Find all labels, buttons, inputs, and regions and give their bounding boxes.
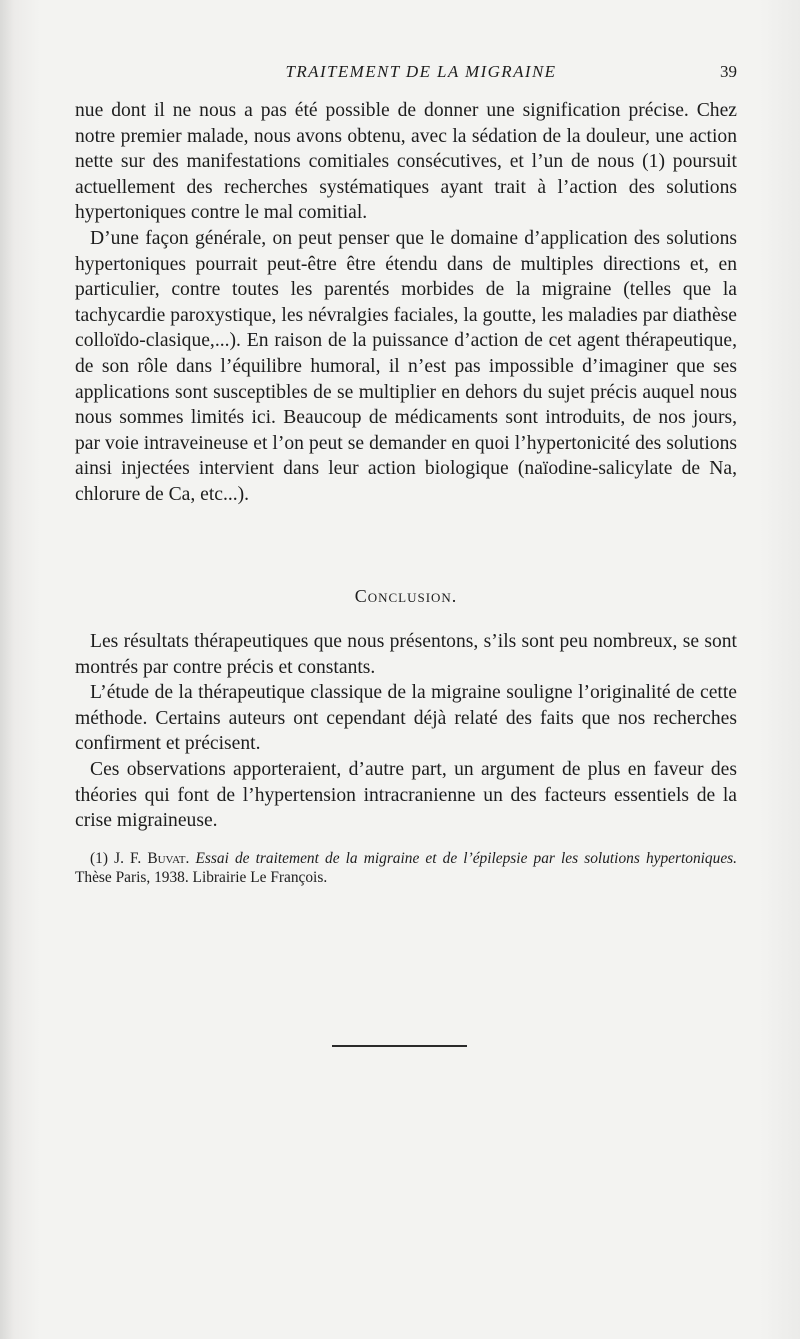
conclusion-text bbox=[75, 629, 737, 834]
footnote-publication: Thèse Paris, 1938. Librairie Le François. bbox=[75, 868, 328, 886]
paragraph-continuation: nue dont il ne nous a pas été possible de donner une signification précise. Chez notre premier malade, nous avons obtenu, avec la sédation de la douleur, une action nette sur des manifestations comitiales consécutives, et l’un de nous (1) poursuit actuellement des recherches systématiques ayant trait à l’action des solutions hypertoniques contre le mal comitial. bbox=[75, 100, 737, 224]
end-rule-divider bbox=[332, 1045, 467, 1047]
footnote-author: Buvat. bbox=[147, 850, 190, 867]
body-text bbox=[75, 98, 737, 508]
footnote-marker: (1) bbox=[90, 850, 108, 867]
footnote bbox=[75, 850, 737, 887]
conclusion-paragraph-observations: Ces observations apporteraient, d’autre part, un argument de plus en faveur des théories qui font de l’hypertension intracranienne un des facteurs essentiels de la crise migraineuse. bbox=[75, 758, 737, 832]
running-title: TRAITEMENT DE LA MIGRAINE bbox=[285, 62, 557, 81]
page-number: 39 bbox=[720, 62, 737, 81]
paragraph-general-application: D’une façon générale, on peut penser que le domaine d’application des solutions hypertoniques pourrait peut-être être étendu dans de multiples directions et, en particulier, contre toutes les parentés morbides de la migraine (telles que la tachycardie paroxystique, les névralgies faciales, la goutte, les maladies par diathèse colloïdo-clasique,...). En raison de la puissance d’action de cet agent thérapeutique, de son rôle dans l’équilibre humoral, il n’est pas impossible d’imaginer que ses applications sont susceptibles de se multiplier en dehors du sujet précis auquel nous nous sommes limités ici. Beaucoup de médicaments sont introduits, de nos jours, par voie intraveineuse et l’on peut se demander en quoi l’hypertonicité des solutions ainsi injectées intervient dans leur action biologique (naïodine-salicylate de Na, chlorure de Ca, etc...). bbox=[75, 227, 737, 505]
section-heading-conclusion: Conclusion. bbox=[354, 586, 458, 606]
footnote-title: Essai de traitement de la migraine et de l’épilepsie par les solutions hypertoniques. bbox=[195, 850, 737, 867]
conclusion-paragraph-method: L’étude de la thérapeutique classique de la migraine souligne l’originalité de cette méthode. Certains auteurs ont cependant déjà relaté des faits que nos recherches confirment et précisent. bbox=[75, 682, 737, 755]
conclusion-paragraph-results: Les résultats thérapeutiques que nous présentons, s’ils sont peu nombreux, se sont montrés par contre précis et constants. bbox=[75, 631, 737, 678]
footnote-initials: J. F. bbox=[114, 850, 142, 867]
page-header bbox=[75, 62, 737, 88]
